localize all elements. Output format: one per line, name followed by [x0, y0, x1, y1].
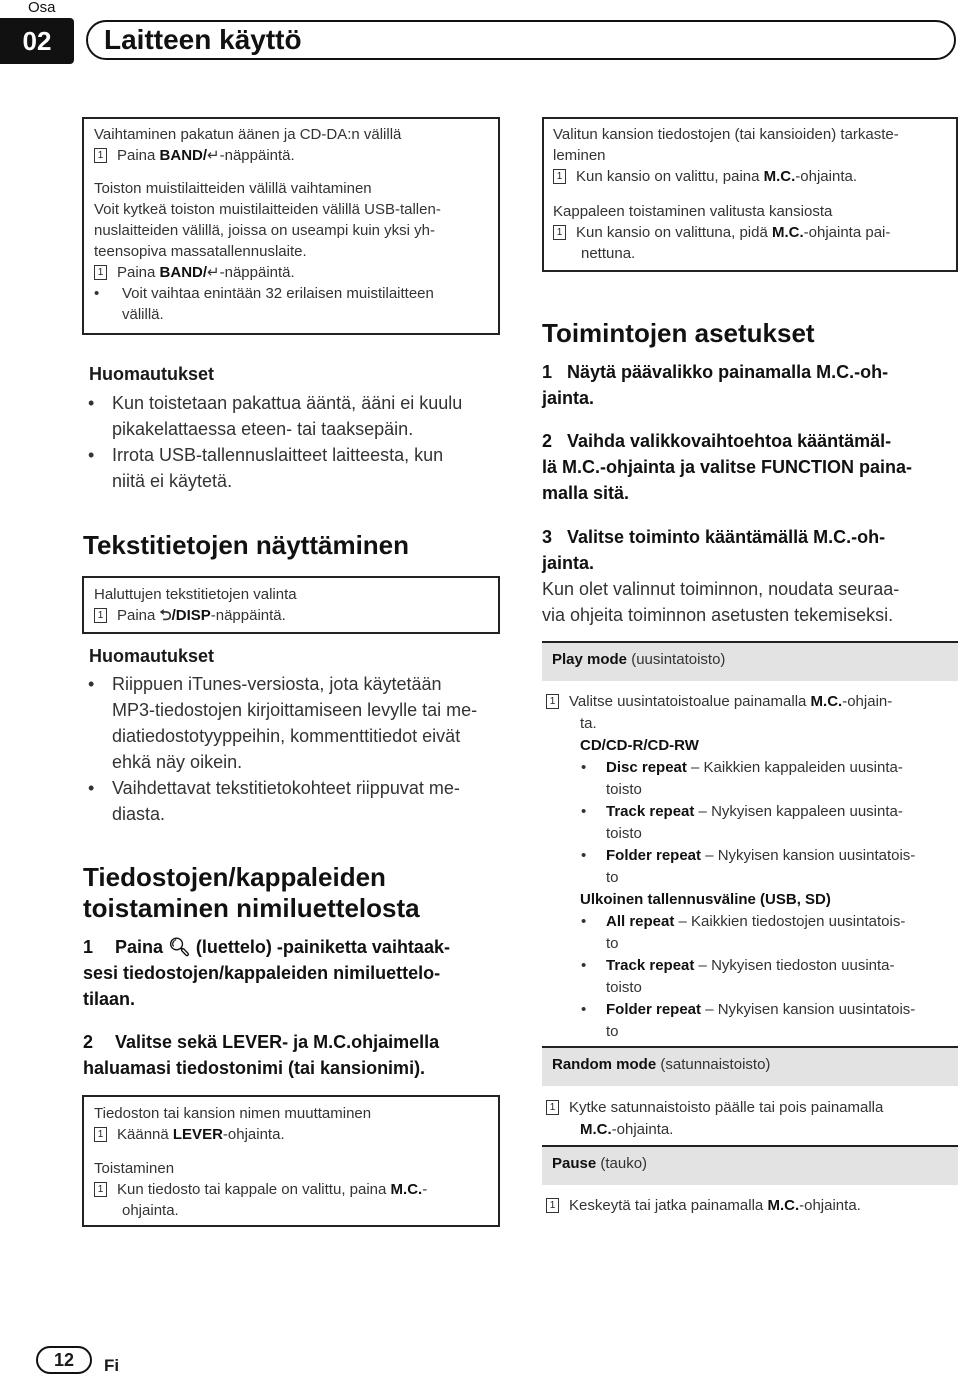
mc-key: M.C. — [771, 224, 804, 241]
step-number: 1 — [94, 1127, 107, 1142]
step-line: 1 Kytke satunnaistoisto päälle tai pois painamalla — [546, 1097, 956, 1119]
step-line: 1 Valitse uusintatoistoalue painamalla M.C.-ohjain- — [546, 691, 956, 713]
note-item: • Riippuen iTunes-versiosta, jota käytetään MP3-tiedostojen kirjoittamiseen levylle tai me- diatiedostotyyppeihin, kommenttitiedot eivät ehkä näy oikein. — [112, 671, 502, 775]
step-continuation: ohjainta. — [122, 1202, 179, 1219]
settings-step-2: 2 Vaihda valikkovaihtoehtoa kääntämäl- lä M.C.-ohjainta ja valitse FUNCTION paina- malla sitä. — [542, 431, 913, 503]
box-title: Kappaleen toistaminen valitusta kansiosta — [553, 203, 833, 220]
mc-key: M.C. — [390, 1181, 423, 1198]
step-number: 1 — [546, 1198, 559, 1213]
option-item: • Folder repeat – Nykyisen kansion uusintatois- to — [581, 1001, 916, 1040]
step-number: 1 — [546, 1100, 559, 1115]
step-line: 1 Paina BAND/↵-näppäintä. — [94, 145, 494, 166]
box-title: Valitun kansion tiedostojen (tai kansioiden) tarkaste- — [553, 126, 899, 143]
instruction-box-disp-content — [94, 584, 494, 626]
band-key: BAND/ — [159, 264, 208, 281]
note-item: • Vaihdettavat tekstitietokohteet riippuvat me- diasta. — [112, 775, 502, 827]
mc-key: M.C. — [810, 693, 843, 710]
step-number: 1 — [94, 148, 107, 163]
box-title: Vaihtaminen pakatun äänen ja CD-DA:n välillä — [94, 126, 402, 143]
step-number: 1 — [94, 1182, 107, 1197]
option-item: • All repeat – Kaikkien tiedostojen uusintatois- to — [581, 913, 906, 952]
pause-title: Pause (tauko) — [552, 1155, 648, 1172]
body-line: nuslaitteiden välillä, joissa on useampi kuin yksi yh- — [94, 222, 436, 239]
pause-content — [546, 1195, 956, 1217]
step-2: 2 Valitse sekä LEVER- ja M.C.ohjaimella haluamasi tiedostonimi (tai kansionimi). — [83, 1032, 440, 1078]
random-mode-title: Random mode (satunnaistoisto) — [552, 1056, 771, 1073]
play-mode-title: Play mode (uusintatoisto) — [552, 651, 726, 668]
notes-list — [112, 390, 502, 494]
box-title: Toiston muistilaitteiden välillä vaihtaminen — [94, 180, 372, 197]
band-key: BAND/ — [159, 147, 208, 164]
step-number: 1 — [94, 265, 107, 280]
notes-title: Huomautukset — [89, 646, 215, 666]
instruction-box-lever-content — [94, 1103, 494, 1221]
note-item: • Irrota USB-tallennuslaitteet laitteesta, kun niitä ei käytetä. — [112, 442, 502, 494]
box-title: Tiedoston tai kansion nimen muuttaminen — [94, 1105, 372, 1122]
step-line: 1 Paina ⮌/DISP-näppäintä. — [94, 605, 494, 626]
notes-list — [112, 671, 502, 827]
settings-step-3-body: Kun olet valinnut toiminnon, noudata seuraa- via ohjeita toiminnon asetusten tekemiseksi. — [542, 579, 900, 625]
language-code: Fi — [104, 1356, 120, 1375]
step-number: 1 — [553, 169, 566, 184]
instruction-box-folder-content — [553, 124, 953, 264]
settings-step-3: 3 Valitse toiminto kääntämällä M.C.-oh- jainta. — [542, 527, 886, 573]
search-icon: 🔍︎ — [168, 937, 191, 957]
body-line: Voit kytkeä toiston muistilaitteiden välillä USB-tallen- — [94, 201, 441, 218]
step-continuation: nettuna. — [581, 245, 636, 262]
option-item: • Folder repeat – Nykyisen kansion uusintatois- to — [581, 847, 916, 886]
back-icon: ↵ — [207, 264, 220, 281]
part-label: Osa — [28, 0, 56, 16]
lever-key: LEVER — [172, 1126, 223, 1143]
box-title: leminen — [553, 147, 606, 164]
step-number: 1 — [553, 225, 566, 240]
group-title: Ulkoinen tallennusväline (USB, SD) — [580, 891, 831, 908]
return-icon: ⮌ — [159, 607, 172, 624]
chapter-title: Laitteen käyttö — [104, 24, 302, 55]
step-line: 1 Kun kansio on valittu, paina M.C.-ohjainta. — [553, 166, 953, 187]
play-mode-content — [546, 691, 956, 1043]
step-line: 1 Keskeytä tai jatka painamalla M.C.-ohjainta. — [546, 1195, 956, 1217]
disp-key: /DISP — [171, 607, 211, 624]
box-title: Haluttujen tekstitietojen valinta — [94, 586, 297, 603]
mc-key: M.C. — [763, 168, 796, 185]
body-line: teensopiva massatallennuslaite. — [94, 243, 307, 260]
step-continuation: ta. — [580, 715, 597, 732]
note-item: • Kun toistetaan pakattua ääntä, ääni ei kuulu pikakelattaessa eteen- tai taaksepäin. — [112, 390, 502, 442]
page-number: 12 — [36, 1346, 92, 1374]
option-item: • Track repeat – Nykyisen tiedoston uusinta- toisto — [581, 957, 895, 996]
bullet-item: • Voit vaihtaa enintään 32 erilaisen muistilaitteen välillä. — [94, 285, 434, 323]
section-heading: Tekstitietojen näyttäminen — [83, 530, 410, 560]
settings-step-1: 1 Näytä päävalikko painamalla M.C.-oh- jainta. — [542, 362, 889, 408]
back-icon: ↵ — [207, 147, 220, 164]
section-heading: Toimintojen asetukset — [542, 318, 815, 348]
section-heading: Tiedostojen/kappaleiden toistaminen nimiluettelosta — [83, 862, 420, 923]
step-1: 1 Paina 🔍︎ (luettelo) -painiketta vaihtaak- sesi tiedostojen/kappaleiden nimiluettelo- tilaan. — [83, 937, 450, 1009]
instruction-box-band-content — [94, 124, 494, 325]
option-item: • Track repeat – Nykyisen kappaleen uusinta- toisto — [581, 803, 903, 842]
step-line: 1 Käännä LEVER-ohjainta. — [94, 1124, 494, 1145]
step-line: 1 Kun tiedosto tai kappale on valittu, paina M.C.- — [94, 1179, 494, 1200]
notes-title: Huomautukset — [89, 364, 215, 384]
step-number: 1 — [94, 608, 107, 623]
step-continuation: M.C.-ohjainta. — [580, 1121, 674, 1138]
step-number: 1 — [546, 694, 559, 709]
box-title: Toistaminen — [94, 1160, 175, 1177]
group-title: CD/CD-R/CD-RW — [580, 737, 699, 754]
mc-key: M.C. — [767, 1197, 800, 1214]
option-item: • Disc repeat – Kaikkien kappaleiden uusinta- toisto — [581, 759, 903, 798]
step-line: 1 Paina BAND/↵-näppäintä. — [94, 262, 494, 283]
step-line: 1 Kun kansio on valittuna, pidä M.C.-ohjainta pai- — [553, 222, 953, 243]
random-mode-content — [546, 1097, 956, 1141]
chapter-number: 02 — [0, 18, 74, 64]
